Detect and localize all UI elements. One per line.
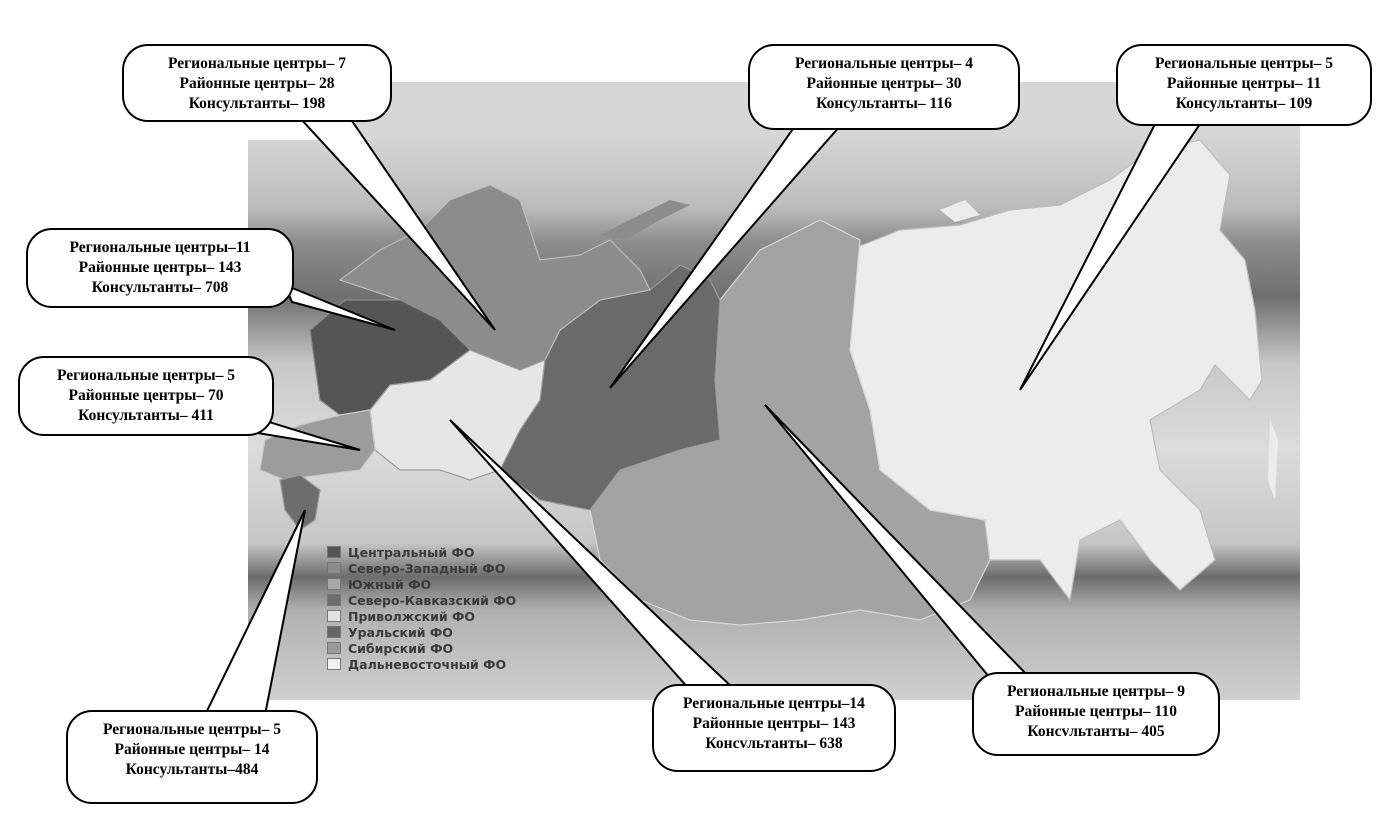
callout-line-consultants: Консультанты– 109 (1175, 95, 1313, 112)
callout-ural (748, 44, 1020, 130)
legend-item (327, 656, 516, 672)
callout-line-consultants: Консультанты– 116 (816, 95, 952, 112)
legend-label: Дальневосточный ФО (348, 656, 507, 672)
legend-swatch (327, 594, 341, 606)
callout-line-district: Районные центры– 143 (78, 259, 242, 276)
legend-item (327, 576, 516, 592)
callout-line-consultants: Консvльтанты– 405 (1027, 723, 1165, 740)
legend-item (327, 624, 516, 640)
callout-line-district: Районные центры– 28 (179, 75, 335, 92)
callout-line-regional: Региональные центры–14 (683, 695, 865, 712)
callout-south (18, 356, 274, 436)
map-legend (327, 544, 516, 672)
legend-label: Северо-Западный ФО (348, 560, 506, 576)
legend-swatch (327, 578, 341, 590)
callout-line-district: Районные центры– 14 (114, 741, 270, 758)
callout-line-district: Районные центры– 110 (1015, 703, 1177, 720)
callout-line-regional: Региональные центры– 9 (1006, 683, 1185, 700)
callout-northwest (122, 44, 392, 122)
callout-volga (652, 684, 896, 772)
legend-label: Сибирский ФО (348, 640, 454, 656)
legend-item (327, 592, 516, 608)
callout-line-district: Районные центры– 143 (692, 715, 856, 732)
legend-item (327, 640, 516, 656)
callout-line-regional: Региональные центры– 7 (167, 55, 346, 72)
callout-line-consultants: Консvльтанты– 638 (705, 735, 843, 752)
callout-line-district: Районные центры– 70 (68, 387, 224, 404)
callout-line-regional: Региональные центры–11 (69, 239, 251, 256)
callout-line-regional: Региональные центры– 4 (794, 55, 973, 72)
legend-swatch (327, 562, 341, 574)
legend-item (327, 560, 516, 576)
legend-swatch (327, 658, 341, 670)
legend-label: Приволжский ФО (348, 608, 476, 624)
legend-swatch (327, 546, 341, 558)
callout-line-regional: Региональные центры– 5 (56, 367, 235, 384)
callout-line-district: Районные центры– 30 (806, 75, 962, 92)
legend-swatch (327, 610, 341, 622)
callout-north-caucasus (66, 710, 318, 804)
legend-label: Северо-Кавказский ФО (348, 592, 517, 608)
callout-central (26, 228, 294, 308)
callout-siberia (972, 672, 1220, 756)
legend-swatch (327, 642, 341, 654)
legend-item (327, 608, 516, 624)
legend-label: Южный ФО (348, 576, 432, 592)
callout-line-consultants: Консультанты– 198 (188, 95, 326, 112)
callout-line-consultants: Консультанты– 708 (91, 279, 229, 296)
callout-line-consultants: Консультанты–484 (125, 761, 259, 778)
callout-line-regional: Региональные центры– 5 (1154, 55, 1333, 72)
legend-item (327, 544, 516, 560)
legend-label: Центральный ФО (348, 544, 475, 560)
legend-swatch (327, 626, 341, 638)
callout-line-regional: Региональные центры– 5 (102, 721, 281, 738)
callout-line-district: Районные центры– 11 (1166, 75, 1322, 92)
callout-line-consultants: Консультанты– 411 (78, 407, 214, 424)
callout-far-east (1116, 44, 1372, 126)
legend-label: Уральский ФО (348, 624, 453, 640)
